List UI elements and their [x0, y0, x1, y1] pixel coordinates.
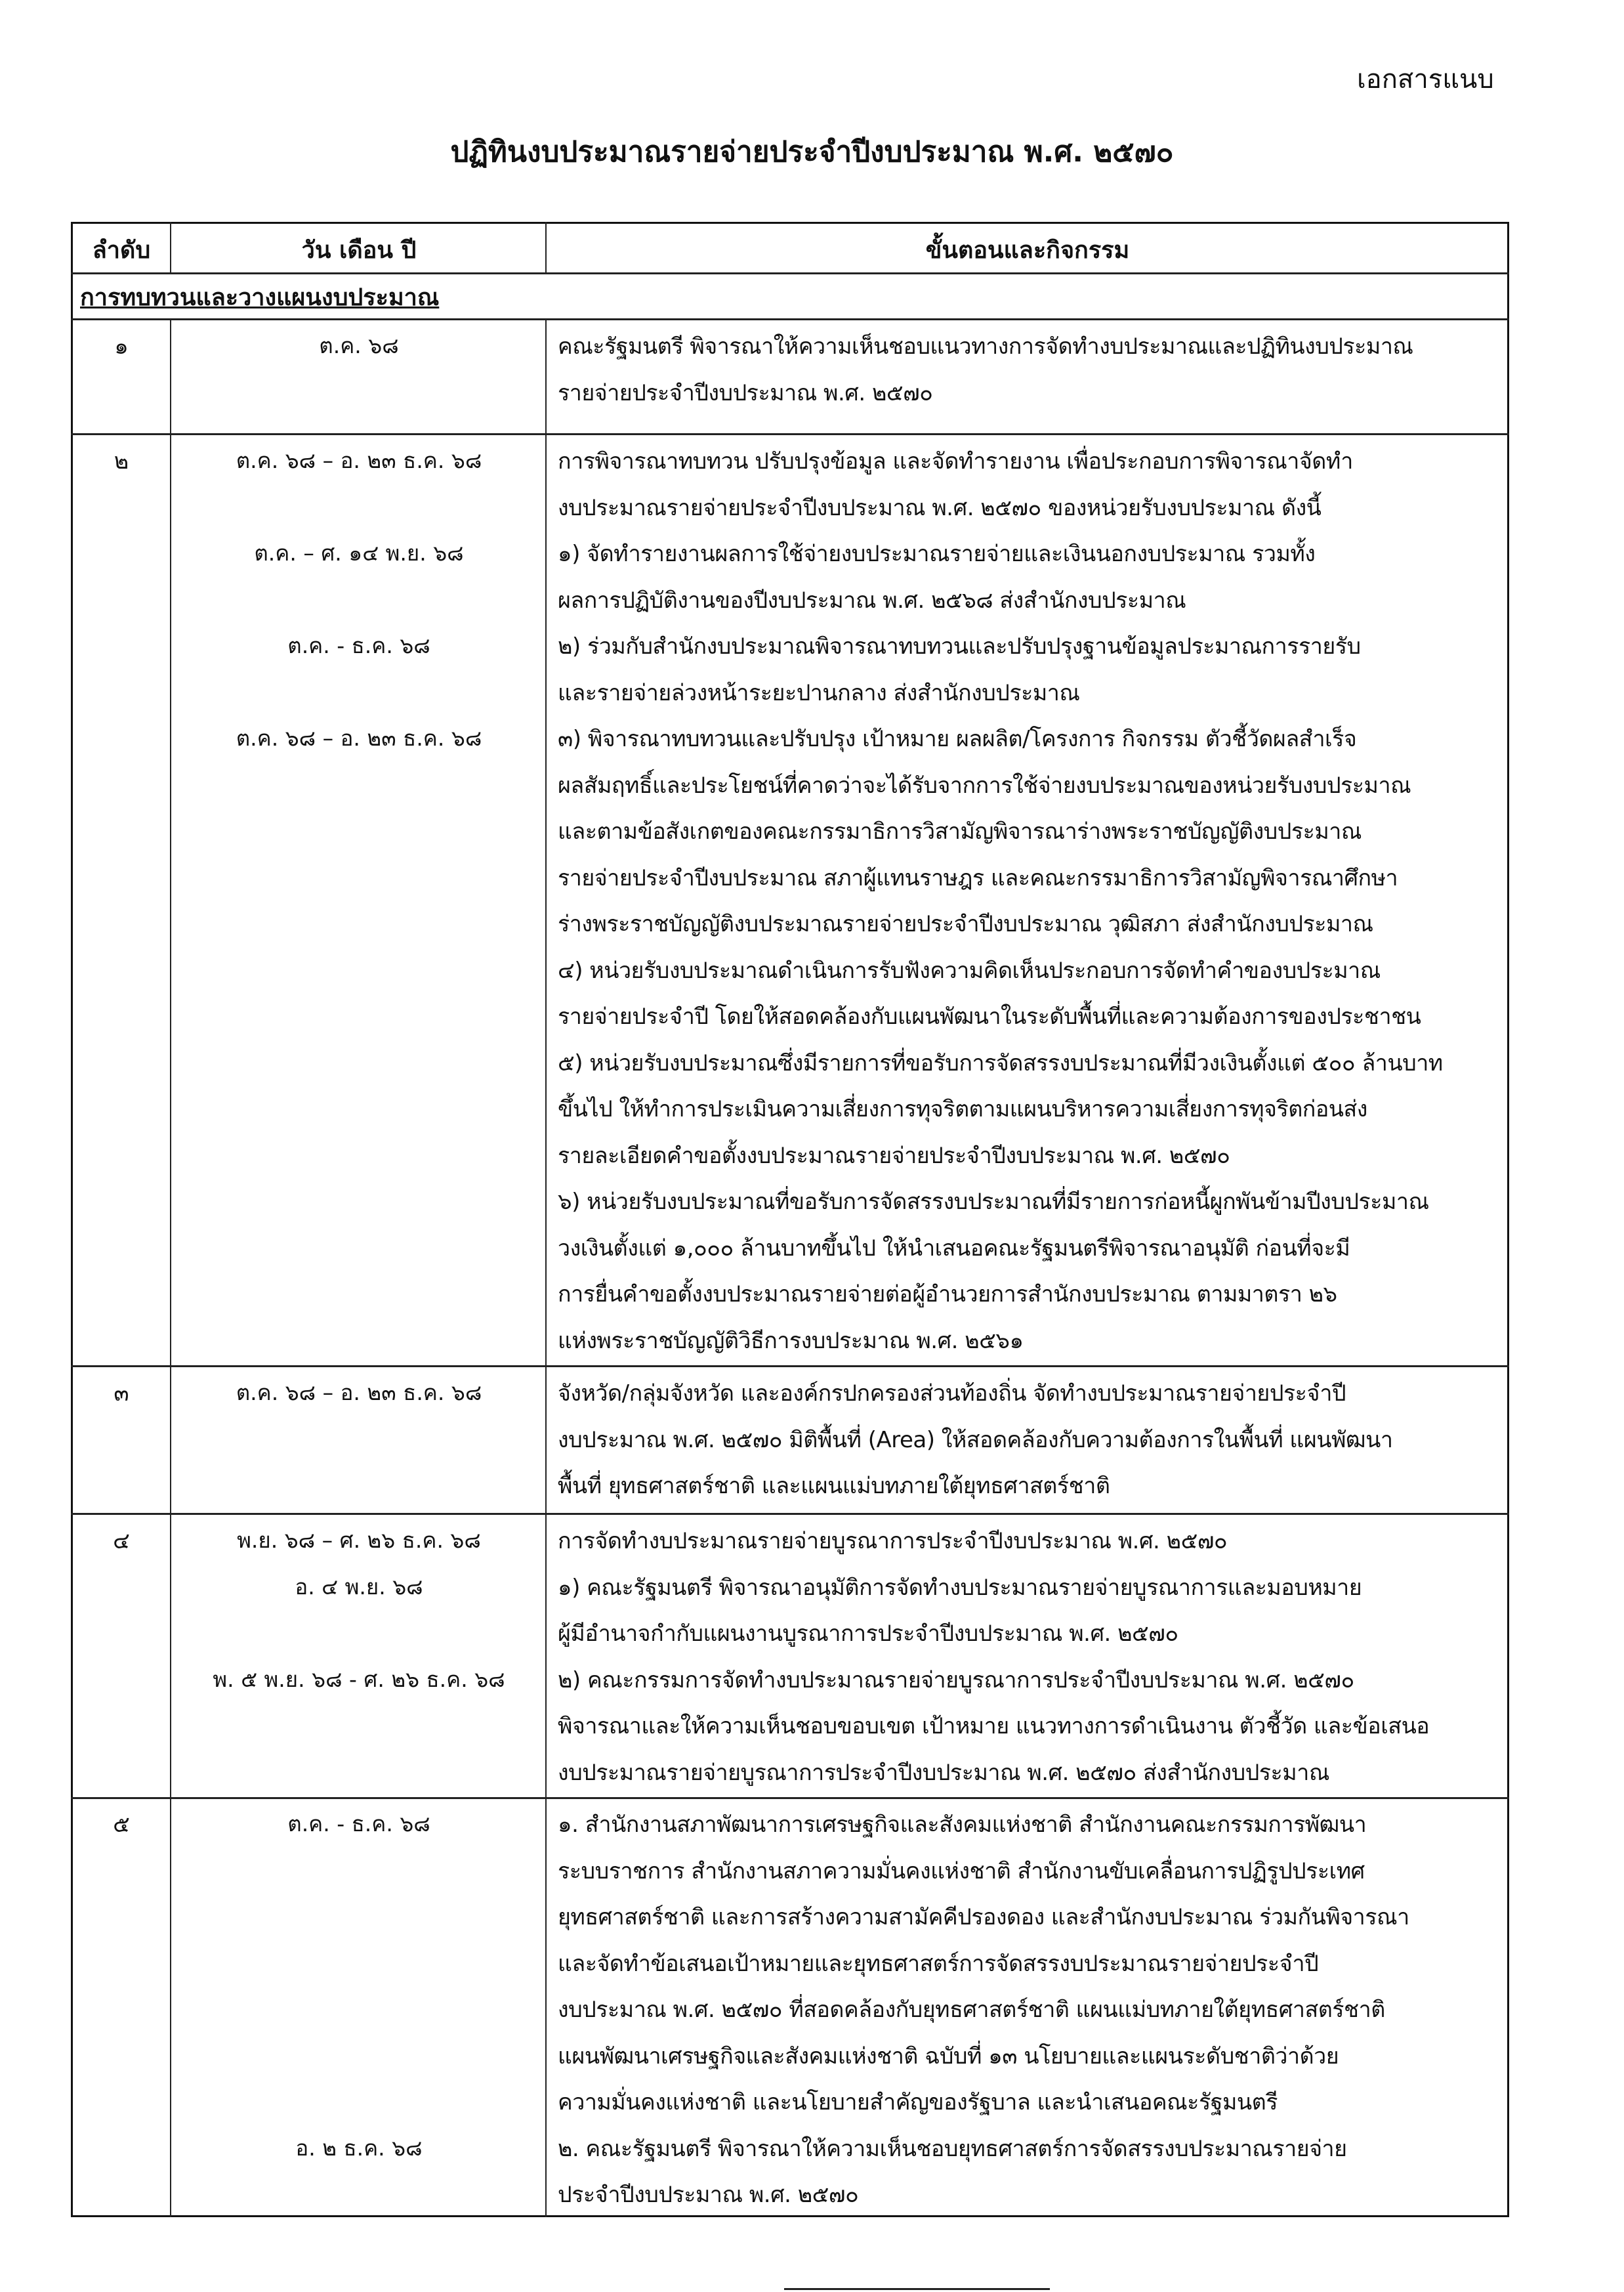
activity-line: ร่างพระราชบัญญัติงบประมาณรายจ่ายประจำปีงบประมาณ วุฒิสภา ส่งสำนักงบประมาณ: [558, 911, 1373, 937]
activity-line: จังหวัด/กลุ่มจังหวัด และองค์กรปกครองส่วนท้องถิ่น จัดทำงบประมาณรายจ่ายประจำปี: [558, 1380, 1346, 1407]
row-number: ๒: [114, 448, 129, 475]
col-divider-1: [170, 318, 171, 2217]
activity-line: ความมั่นคงแห่งชาติ และนโยบายสำคัญของรัฐบาล และนำเสนอคณะรัฐมนตรี: [558, 2089, 1278, 2115]
row-date: ต.ค. ๖๘ – อ. ๒๓ ธ.ค. ๖๘: [236, 1380, 482, 1405]
activity-line: รายจ่ายประจำปีงบประมาณ พ.ศ. ๒๕๗๐: [558, 379, 933, 406]
row-number: ๑: [114, 333, 129, 360]
section-heading: การทบทวนและวางแผนงบประมาณ: [80, 284, 440, 311]
activity-line: ยุทธศาสตร์ชาติ และการสร้างความสามัคคีปรองดอง และสำนักงบประมาณ ร่วมกันพิจารณา: [558, 1904, 1409, 1930]
row-number: ๔: [113, 1528, 130, 1554]
activity-line: ๒) ร่วมกับสำนักงบประมาณพิจารณาทบทวนและปรับปรุงฐานข้อมูลประมาณการรายรับ: [558, 633, 1361, 660]
activity-line: ๑) คณะรัฐมนตรี พิจารณาอนุมัติการจัดทำงบประมาณรายจ่ายบูรณาการและมอบหมาย: [558, 1574, 1362, 1601]
header-divider: [71, 272, 1509, 274]
attachment-label: เอกสารแนบ: [1357, 64, 1494, 95]
activity-line: ระบบราชการ สำนักงานสภาความมั่นคงแห่งชาติ สำนักงานขับเคลื่อนการปฏิรูปประเทศ: [558, 1857, 1365, 1884]
activity-line: ๑. สำนักงานสภาพัฒนาการเศรษฐกิจและสังคมแห่งชาติ สำนักงานคณะกรรมการพัฒนา: [558, 1812, 1367, 1838]
activity-line: แผนพัฒนาเศรษฐกิจและสังคมแห่งชาติ ฉบับที่ ๑๓ นโยบายและแผนระดับชาติว่าด้วย: [558, 2043, 1339, 2069]
activity-line: ผู้มีอำนาจกำกับแผนงานบูรณาการประจำปีงบประมาณ พ.ศ. ๒๕๗๐: [558, 1621, 1178, 1647]
row-date: ต.ค. - ธ.ค. ๖๘: [287, 633, 430, 658]
activity-line: งบประมาณรายจ่ายประจำปีงบประมาณ พ.ศ. ๒๕๗๐ ของหน่วยรับงบประมาณ ดังนี้: [558, 494, 1322, 521]
row-date: ต.ค. – ศ. ๑๔ พ.ย. ๖๘: [254, 540, 464, 566]
row-divider-3: [71, 1513, 1509, 1515]
row-number: ๓: [114, 1380, 129, 1407]
row-date: ต.ค. ๖๘ – อ. ๒๓ ธ.ค. ๖๘: [236, 448, 482, 473]
document-title: ปฏิทินงบประมาณรายจ่ายประจำปีงบประมาณ พ.ศ. ๒๕๗๐: [450, 135, 1174, 169]
activity-line: การยื่นคำขอตั้งงบประมาณรายจ่ายต่อผู้อำนวยการสำนักงบประมาณ ตามมาตรา ๒๖: [558, 1281, 1337, 1307]
header-date: วัน เดือน ปี: [301, 237, 417, 264]
activity-line: ๓) พิจารณาทบทวนและปรับปรุง เป้าหมาย ผลผลิต/โครงการ กิจกรรม ตัวชี้วัดผลสำเร็จ: [558, 726, 1357, 752]
activity-line: ขึ้นไป ให้ทำการประเมินความเสี่ยงการทุจริตตามแผนบริหารความเสี่ยงการทุจริตก่อนส่ง: [558, 1096, 1367, 1122]
row-date: พ. ๕ พ.ย. ๖๘ - ศ. ๒๖ ธ.ค. ๖๘: [213, 1666, 505, 1692]
activity-line: และตามข้อสังเกตของคณะกรรมาธิการวิสามัญพิจารณาร่างพระราชบัญญัติงบประมาณ: [558, 818, 1362, 845]
activity-line: ๕) หน่วยรับงบประมาณซึ่งมีรายการที่ขอรับการจัดสรรงบประมาณที่มีวงเงินตั้งแต่ ๕๐๐ ล้านบาท: [558, 1050, 1443, 1076]
col-divider-2: [545, 318, 547, 2217]
activity-line: ๔) หน่วยรับงบประมาณดำเนินการรับฟังความคิดเห็นประกอบการจัดทำคำของบประมาณ: [558, 957, 1381, 984]
row-date: อ. ๒ ธ.ค. ๖๘: [295, 2134, 423, 2161]
activity-line: การจัดทำงบประมาณรายจ่ายบูรณาการประจำปีงบประมาณ พ.ศ. ๒๕๗๐: [558, 1528, 1228, 1554]
activity-line: ๒. คณะรัฐมนตรี พิจารณาให้ความเห็นชอบยุทธศาสตร์การจัดสรรงบประมาณรายจ่าย: [558, 2135, 1347, 2162]
footer-rule: [784, 2288, 1050, 2290]
activity-line: คณะรัฐมนตรี พิจารณาให้ความเห็นชอบแนวทางการจัดทำงบประมาณและปฏิทินงบประมาณ: [558, 333, 1413, 360]
row-date: ต.ค. ๖๘: [319, 333, 399, 358]
activity-line: พิจารณาและให้ความเห็นชอบขอบเขต เป้าหมาย แนวทางการดำเนินงาน ตัวชี้วัด และข้อเสนอ: [558, 1713, 1430, 1739]
activity-line: วงเงินตั้งแต่ ๑,๐๐๐ ล้านบาทขึ้นไป ให้นำเสนอคณะรัฐมนตรีพิจารณาอนุมัติ ก่อนที่จะมี: [558, 1235, 1350, 1262]
activity-line: รายจ่ายประจำปีงบประมาณ สภาผู้แทนราษฎร และคณะกรรมาธิการวิสามัญพิจารณาศึกษา: [558, 864, 1398, 891]
activity-line: งบประมาณ พ.ศ. ๒๕๗๐ ที่สอดคล้องกับยุทธศาสตร์ชาติ แผนแม่บทภายใต้ยุทธศาสตร์ชาติ: [558, 1997, 1385, 2023]
row-date: ต.ค. ๖๘ – อ. ๒๓ ธ.ค. ๖๘: [236, 725, 482, 751]
activity-line: ๖) หน่วยรับงบประมาณที่ขอรับการจัดสรรงบประมาณที่มีรายการก่อหนี้ผูกพันข้ามปีงบประมาณ: [558, 1189, 1429, 1215]
header-order: ลำดับ: [92, 237, 151, 264]
activity-line: และรายจ่ายล่วงหน้าระยะปานกลาง ส่งสำนักงบประมาณ: [558, 679, 1080, 706]
activity-line: แห่งพระราชบัญญัติวิธีการงบประมาณ พ.ศ. ๒๕๖๑: [558, 1327, 1024, 1354]
section-divider: [71, 318, 1509, 320]
row-number: ๕: [113, 1812, 130, 1838]
activity-line: ๑) จัดทำรายงานผลการใช้จ่ายงบประมาณรายจ่ายและเงินนอกงบประมาณ รวมทั้ง: [558, 541, 1316, 567]
activity-line: รายละเอียดคำขอตั้งงบประมาณรายจ่ายประจำปีงบประมาณ พ.ศ. ๒๕๗๐: [558, 1142, 1230, 1169]
row-date: อ. ๔ พ.ย. ๖๘: [295, 1573, 423, 1600]
activity-line: รายจ่ายประจำปี โดยให้สอดคล้องกับแผนพัฒนาในระดับพื้นที่และความต้องการของประชาชน: [558, 1004, 1421, 1030]
activity-line: ผลสัมฤทธิ์และประโยชน์ที่คาดว่าจะได้รับจากการใช้จ่ายงบประมาณของหน่วยรับงบประมาณ: [558, 772, 1411, 799]
row-date: ต.ค. - ธ.ค. ๖๘: [287, 1811, 430, 1836]
activity-line: การพิจารณาทบทวน ปรับปรุงข้อมูล และจัดทำรายงาน เพื่อประกอบการพิจารณาจัดทำ: [558, 448, 1353, 475]
activity-line: ประจำปีงบประมาณ พ.ศ. ๒๕๗๐: [558, 2182, 859, 2208]
activity-line: และจัดทำข้อเสนอเป้าหมายและยุทธศาสตร์การจัดสรรงบประมาณรายจ่ายประจำปี: [558, 1950, 1319, 1977]
row-date: พ.ย. ๖๘ – ศ. ๒๖ ธ.ค. ๖๘: [237, 1527, 481, 1553]
activity-line: ๒) คณะกรรมการจัดทำงบประมาณรายจ่ายบูรณาการประจำปีงบประมาณ พ.ศ. ๒๕๗๐: [558, 1666, 1354, 1693]
activity-line: ผลการปฏิบัติงานของปีงบประมาณ พ.ศ. ๒๕๖๘ ส่งสำนักงบประมาณ: [558, 587, 1186, 614]
activity-line: งบประมาณ พ.ศ. ๒๕๗๐ มิติพื้นที่ (Area) ให้สอดคล้องกับความต้องการในพื้นที่ แผนพัฒนา: [558, 1426, 1393, 1453]
row-divider-2: [71, 1365, 1509, 1367]
row-divider-1: [71, 433, 1509, 435]
activity-line: งบประมาณรายจ่ายบูรณาการประจำปีงบประมาณ พ.ศ. ๒๕๗๐ ส่งสำนักงบประมาณ: [558, 1759, 1329, 1786]
activity-line: พื้นที่ ยุทธศาสตร์ชาติ และแผนแม่บทภายใต้ยุทธศาสตร์ชาติ: [558, 1473, 1110, 1499]
row-divider-4: [71, 1797, 1509, 1799]
header-activity: ขั้นตอนและกิจกรรม: [925, 237, 1130, 264]
